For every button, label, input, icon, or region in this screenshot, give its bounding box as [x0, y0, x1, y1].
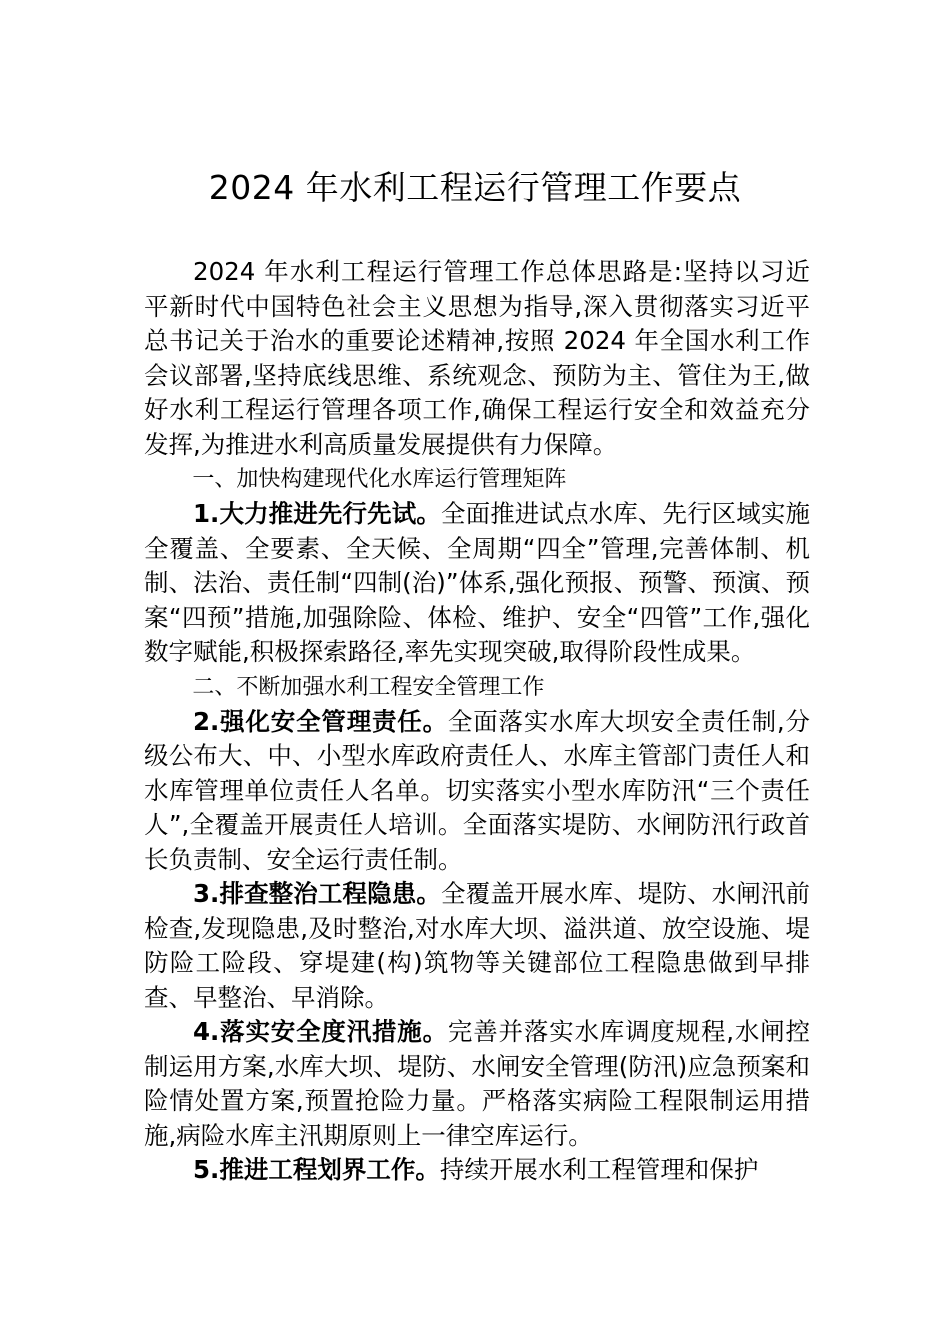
- item-lead-3: 3.排查整治工程隐患。: [193, 879, 441, 908]
- document-body: [144, 255, 810, 1188]
- item-lead-1: 1.大力推进先行先试。: [193, 499, 441, 528]
- item-text-4: 完善并落实水库调度规程,水闸控制运用方案,水库大坝、堤防、水闸安全管理(防汛)应急预案和险情处置方案,预置抢险力量。严格落实病险工程限制运用措施,病险水库主汛期原则上一律空库运行。: [144, 1017, 810, 1150]
- item-text-2: 全面落实水库大坝安全责任制,分级公布大、中、小型水库政府责任人、水库主管部门责任人和水库管理单位责任人名单。切实落实小型水库防汛“三个责任人”,全覆盖开展责任人培训。全面落实堤防、水闸防汛行政首长负责制、安全运行责任制。: [144, 706, 810, 874]
- section-heading-1: 一、加快构建现代化水库运行管理矩阵: [192, 467, 567, 492]
- section-heading-2: 二、不断加强水利工程安全管理工作: [192, 674, 545, 700]
- item-text-5: 持续开展水利工程管理和保护: [439, 1155, 759, 1184]
- item-text-1: 全面推进试点水库、先行区域实施全覆盖、全要素、全天候、全周期“四全”管理,完善体制、机制、法治、责任制“四制(治)”体系,强化预报、预警、预演、预案“四预”措施,加强除险、体检、维护、安全“四管”工作,强化数字赋能,积极探索路径,率先实现突破,取得阶段性成果。: [144, 499, 811, 666]
- item-paragraph-5: [144, 1153, 810, 1188]
- intro-paragraph: 2024 年水利工程运行管理工作总体思路是:坚持以习近平新时代中国特色社会主义思想为指导,深入贯彻落实习近平总书记关于治水的重要论述精神,按照 2024 年全国水利工作会议部署,坚持底线思维、系统观念、预防为主、管住为王,做好水利工程运行管理各项工作,确保工程运行安全和效益充分发挥,为推进水利高质量发展提供有力保障。: [144, 257, 810, 459]
- item-lead-2: 2.强化安全管理责任。: [193, 706, 448, 736]
- item-lead-4: 4.落实安全度汛措施。: [193, 1017, 448, 1046]
- document-title: 2024 年水利工程运行管理工作要点: [208, 168, 742, 207]
- item-paragraph-2: [144, 705, 810, 878]
- item-lead-5: 5.推进工程划界工作。: [193, 1155, 440, 1184]
- item-paragraph-3: [144, 877, 810, 1015]
- item-paragraph-1: [144, 497, 810, 670]
- item-text-3: 全覆盖开展水库、堤防、水闸汛前检查,发现隐患,及时整治,对水库大坝、溢洪道、放空设施、堤防险工险段、穿堤建(构)筑物等关键部位工程隐患做到早排查、早整治、早消除。: [144, 879, 811, 1012]
- item-paragraph-4: [144, 1015, 810, 1153]
